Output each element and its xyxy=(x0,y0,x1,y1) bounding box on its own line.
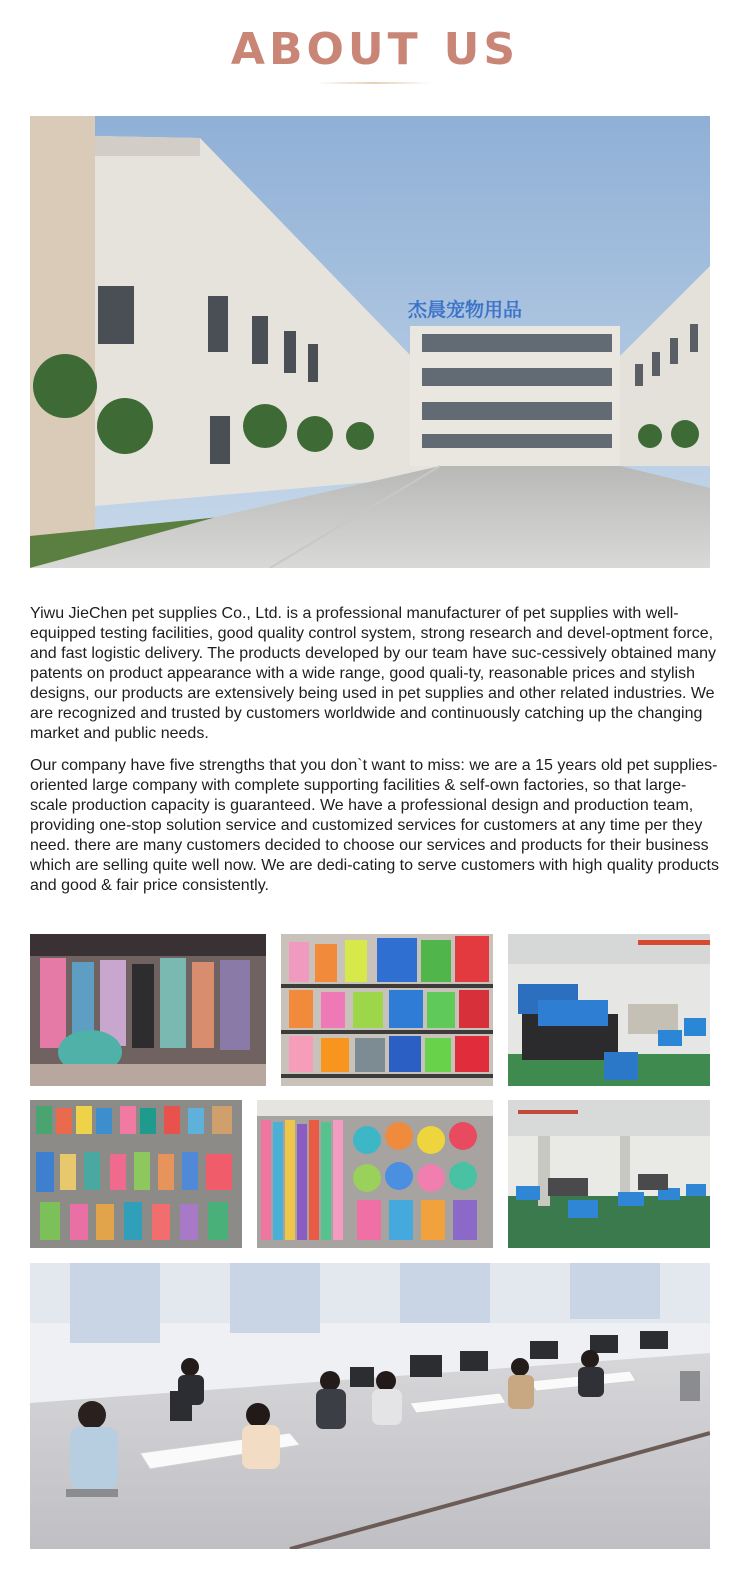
gallery-photo-injection-machines xyxy=(508,934,710,1086)
title-word-us: US xyxy=(443,24,520,75)
factory-exterior-photo xyxy=(30,116,710,568)
about-paragraph-1: Yiwu JieChen pet supplies Co., Ltd. is a professional manufacturer of pet supplies with well-equipped testing facilities, good quality control system, strong research and devel-optment force, and fast logistic delivery. The products developed by our team have suc-cessively obtained many patents on product appearance with a wide range, good quali-ty, reasonable prices and stylish designs, our products are extensively being used in pet supplies and other related industries. We are recognized and trusted by customers worldwide and continuously catching up the changing market and public needs. xyxy=(30,605,716,742)
gallery-photo-harness-display xyxy=(30,934,266,1086)
building-sign: 杰晨宠物用品 xyxy=(408,299,523,321)
about-paragraph-2: Our company have five strengths that you don`t want to miss: we are a 15 years old pet supplies-oriented large company with complete supporting facilities & self-own factories, so that large-scale production capacity is guaranteed. We have a professional design and production team, providing one-stop solution service and customized services for customers at any time per they need. there are many customers decided to choose our services and products for their business which are selling quite well now. We are dedi-cating to serve customers with high quality products and good & fair price consistently. xyxy=(30,757,719,894)
title-word-about: ABOUT xyxy=(230,24,422,75)
gallery-photo-bowls-shelf xyxy=(281,934,493,1086)
gallery-photo-grooming-tools xyxy=(30,1100,242,1248)
office-team-photo xyxy=(30,1263,710,1549)
page-title xyxy=(0,24,750,75)
gallery-photo-leashes-toys xyxy=(257,1100,493,1248)
gallery-photo-workshop-floor xyxy=(508,1100,710,1248)
title-divider xyxy=(316,82,432,84)
